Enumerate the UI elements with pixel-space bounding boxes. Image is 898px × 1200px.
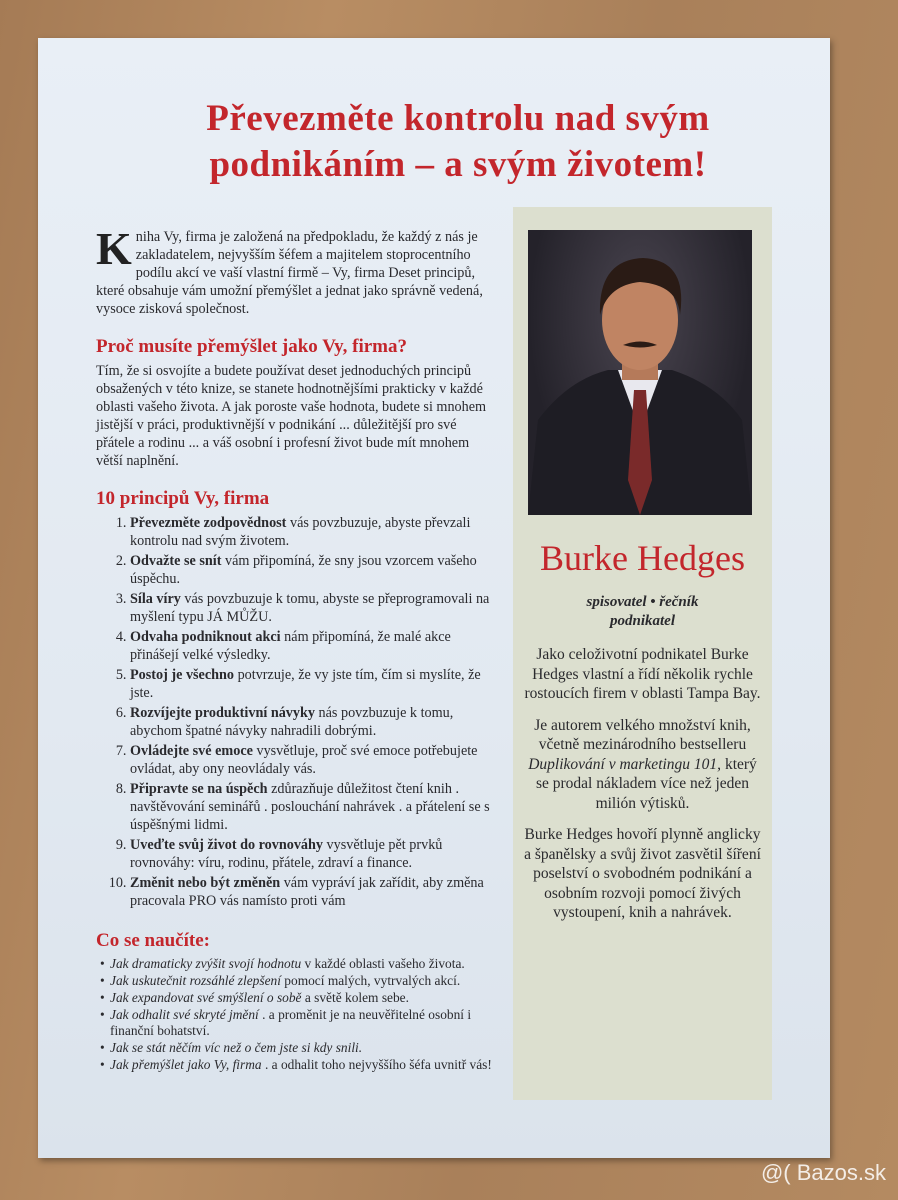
why-text: Tím, že si osvojíte a budete používat deset jednoduchých principů obsažených v této knize, se stanete hodnotnějšími prakticky v každé oblasti vašeho života. A jak poroste vaše hodnota, budete si mnohem jistější v práci, produktivnější v podnikání ... důležitější pro své přátele a rodinu ... a váš osobní i profesní život bude mít mnohem větší naplnění. <box>96 363 487 469</box>
principle-title: Uveďte svůj život do rovnováhy <box>130 837 323 853</box>
bio-text: Je autorem velkého množství knih, včetně mezinárodního bestselleru <box>534 716 751 753</box>
principle-item <box>130 780 496 834</box>
principle-text: nás povzbuzuje k tomu, abychom špatné návyky nahradili dobrými. <box>130 705 454 739</box>
principle-title: Připravte se na úspěch <box>130 781 268 797</box>
author-bio <box>523 645 762 935</box>
principle-text: vám vypráví jak zařídit, aby změna pracovala PRO vás namísto proti vám <box>130 875 484 909</box>
principle-text: zdůrazňuje důležitost čtení knih . navštěvování seminářů . poslouchání nahrávek . a přátelení se s úspěšnými lidmi. <box>130 781 490 833</box>
learn-heading: Co se naučíte: <box>96 930 210 951</box>
learn-item <box>110 990 496 1006</box>
principle-item <box>130 552 496 588</box>
learn-topic: Jak odhalit své skryté jmění <box>110 1007 259 1022</box>
learn-text: pomocí malých, vytrvalých akcí. <box>280 973 461 988</box>
author-roles <box>513 593 772 631</box>
learn-topic: Jak přemýšlet jako Vy, firma <box>110 1057 262 1072</box>
learn-topic: Jak uskutečnit rozsáhlé zlepšení <box>110 973 281 988</box>
principle-text: nám připomíná, že malé akce přinášejí velké výsledky. <box>130 629 451 663</box>
bio-paragraph: Burke Hedges hovoří plynně anglicky a španělsky a svůj život zasvětil šíření poselství o svobodném podnikání a osobním rozvoji pomocí živých vystoupení, knih a nahrávek. <box>524 826 761 921</box>
author-name: Burke Hedges <box>540 538 745 578</box>
intro-text: niha Vy, firma je založená na předpokladu, že každý z nás je zakladatelem, nejvyšším šéfem a majitelem stoprocentního podílu akcí ve vaší vlastní firmě – Vy, firma Deset principů, které obsahuje vám umožní přemýšlet a jednat jako správně vedená, vysoce zisková společnost. <box>96 229 483 317</box>
principle-text: vysvětluje, proč své emoce potřebujete ovládat, aby ony neovládaly vás. <box>130 743 478 777</box>
principle-title: Odvaha podniknout akci <box>130 629 281 645</box>
principle-title: Síla víry <box>130 591 181 607</box>
learn-text: a světě kolem sebe. <box>301 990 409 1005</box>
learn-item <box>110 956 496 972</box>
principle-text: vysvětluje pět prvků rovnováhy: víru, rodinu, přátele, zdraví a finance. <box>130 837 443 871</box>
portrait-illustration <box>528 230 752 515</box>
principle-title: Odvažte se snít <box>130 553 222 569</box>
principle-title: Změnit nebo být změněn <box>130 875 281 891</box>
learn-item <box>110 1057 496 1073</box>
principle-item <box>130 836 496 872</box>
left-column <box>96 223 496 1074</box>
intro-paragraph <box>96 223 496 318</box>
principle-item <box>130 742 496 778</box>
learn-text: v každé oblasti vašeho života. <box>301 956 465 971</box>
principle-text: vás povzbuzuje, abyste převzali kontrolu nad svým životem. <box>130 515 471 549</box>
principle-item <box>130 590 496 626</box>
principle-title: Převezměte zodpovědnost <box>130 515 287 531</box>
drop-cap: K <box>96 223 132 274</box>
principle-title: Rozvíjejte produktivní návyky <box>130 705 315 721</box>
cover-headline <box>98 96 818 188</box>
principle-text: vás povzbuzuje k tomu, abyste se přeprogramovali na myšlení typu JÁ MŮŽU. <box>130 591 490 625</box>
learn-text: . a proměnit je na neuvěřitelné osobní i finanční bohatství. <box>110 1007 472 1038</box>
learn-topic: Jak se stát něčím víc než o čem jste si kdy snili. <box>110 1040 363 1055</box>
principle-text: potvrzuje, že vy jste tím, čím si myslíte, že jste. <box>130 667 481 701</box>
learn-item <box>110 1040 496 1056</box>
learn-text: . a odhalit toho nejvyššího šéfa uvnitř vás! <box>261 1057 492 1072</box>
principle-title: Ovládejte své emoce <box>130 743 253 759</box>
principle-item <box>130 628 496 664</box>
author-panel <box>513 207 772 1100</box>
principle-text: vám připomíná, že sny jsou vzorcem vašeho úspěchu. <box>130 553 477 587</box>
learn-list <box>96 956 496 1073</box>
principle-item <box>130 514 496 550</box>
author-photo <box>528 230 752 515</box>
principle-title: Postoj je všechno <box>130 667 235 683</box>
watermark: @( Bazos.sk <box>760 1160 886 1185</box>
bio-text: který se prodal nákladem více než jeden milión výtisků. <box>535 755 757 812</box>
principle-item <box>130 704 496 740</box>
learn-item <box>110 1007 496 1039</box>
headline-line: podnikáním – a svým životem! <box>209 144 707 185</box>
book-title: Duplikování v marketingu 101, <box>528 755 722 773</box>
bio-paragraph: Jako celoživotní podnikatel Burke Hedges vlastní a řídí několik rychle rostoucích firem v oblasti Tampa Bay. <box>524 646 761 702</box>
roles-line: spisovatel • řečník <box>586 594 699 610</box>
roles-line: podnikatel <box>609 613 675 629</box>
bio-paragraph <box>523 716 762 814</box>
book-back-cover <box>38 38 830 1158</box>
principle-item <box>130 666 496 702</box>
learn-topic: Jak expandovat své smýšlení o sobě <box>110 990 302 1005</box>
principle-item <box>130 874 496 910</box>
principles-heading: 10 principů Vy, firma <box>96 488 270 509</box>
learn-item <box>110 973 496 989</box>
headline-line: Převezměte kontrolu nad svým <box>206 98 710 139</box>
principles-list <box>96 514 496 910</box>
why-heading: Proč musíte přemýšlet jako Vy, firma? <box>96 336 407 357</box>
learn-topic: Jak dramaticky zvýšit svojí hodnotu <box>110 956 302 971</box>
